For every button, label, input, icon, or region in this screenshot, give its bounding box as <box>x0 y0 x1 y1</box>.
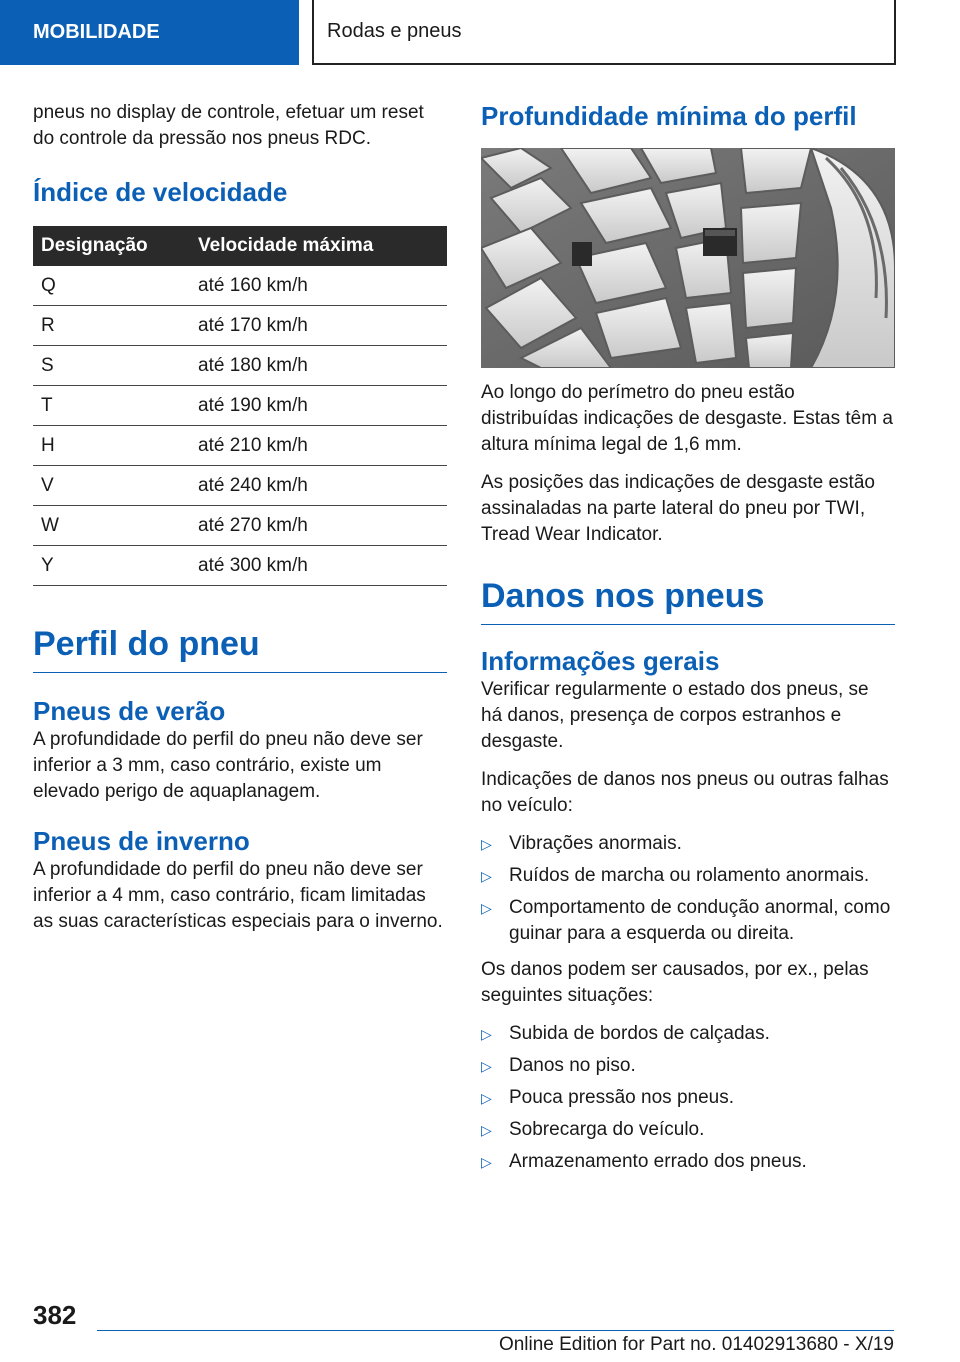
table-cell-speed: até 180 km/h <box>190 346 447 386</box>
causes-list <box>481 1021 895 1175</box>
table-cell-designation: R <box>33 306 190 346</box>
tire-tread-illustration <box>481 148 895 368</box>
triangle-bullet-icon: ▷ <box>481 1122 492 1138</box>
table-cell-speed: até 300 km/h <box>190 546 447 586</box>
page-number: 382 <box>33 1300 77 1330</box>
triangle-bullet-icon: ▷ <box>481 900 492 916</box>
list-item <box>481 831 895 857</box>
winter-tires-text: A profundidade do perfil do pneu não deve ser inferior a 4 mm, caso contrário, ficam limitadas as suas características especiais para o inverno. <box>33 859 443 932</box>
table-cell-designation: T <box>33 386 190 426</box>
table-row <box>33 306 447 346</box>
list-item-text: Ruídos de marcha ou rolamento anormais. <box>509 865 870 886</box>
list-item <box>481 863 895 889</box>
list-item <box>481 1021 895 1047</box>
list-item-text: Comportamento de condução anormal, como guinar para a esquerda ou direita. <box>509 897 891 944</box>
header-section-label <box>0 0 299 65</box>
min-depth-text-2: As posições das indicações de desgaste estão assinaladas na parte lateral do pneu por TWI, Tread Wear Indicator. <box>481 472 875 545</box>
table-header-designation: Designação <box>33 226 190 266</box>
triangle-bullet-icon: ▷ <box>481 836 492 852</box>
triangle-bullet-icon: ▷ <box>481 868 492 884</box>
general-info-text: Verificar regularmente o estado dos pneus, se há danos, presença de corpos estranhos e desgaste. <box>481 679 869 752</box>
table-row <box>33 506 447 546</box>
table-cell-speed: até 240 km/h <box>190 466 447 506</box>
table-cell-designation: V <box>33 466 190 506</box>
right-column <box>481 100 895 1185</box>
table-cell-designation: H <box>33 426 190 466</box>
list-item-text: Vibrações anormais. <box>509 833 682 854</box>
winter-tires-heading: Pneus de inverno <box>33 826 250 856</box>
table-cell-speed: até 160 km/h <box>190 266 447 306</box>
indications-text: Indicações de danos nos pneus ou outras falhas no veículo: <box>481 769 889 816</box>
list-item <box>481 895 895 947</box>
intro-paragraph: pneus no display de controle, efetuar um reset do controle da pressão nos pneus RDC. <box>33 102 424 149</box>
tire-damage-heading: Danos nos pneus <box>481 574 895 625</box>
left-column <box>33 100 447 947</box>
table-cell-designation: W <box>33 506 190 546</box>
table-header-max-speed: Velocidade máxima <box>190 226 447 266</box>
summer-tires-heading: Pneus de verão <box>33 696 226 726</box>
list-item <box>481 1085 895 1111</box>
table-cell-speed: até 190 km/h <box>190 386 447 426</box>
min-depth-heading: Profundidade mínima do perfil <box>481 101 857 131</box>
table-cell-designation: S <box>33 346 190 386</box>
triangle-bullet-icon: ▷ <box>481 1154 492 1170</box>
table-cell-speed: até 270 km/h <box>190 506 447 546</box>
table-cell-speed: até 210 km/h <box>190 426 447 466</box>
triangle-bullet-icon: ▷ <box>481 1058 492 1074</box>
section-title: MOBILIDADE <box>33 21 160 43</box>
speed-index-heading: Índice de velocidade <box>33 177 288 207</box>
min-depth-text-1: Ao longo do perímetro do pneu estão distribuídas indicações de desgaste. Estas têm a altura mínima legal de 1,6 mm. <box>481 382 893 455</box>
list-item-text: Pouca pressão nos pneus. <box>509 1087 734 1108</box>
indications-list <box>481 831 895 947</box>
speed-index-table <box>33 226 447 586</box>
chapter-title: Rodas e pneus <box>327 20 462 42</box>
table-row <box>33 546 447 586</box>
list-item-text: Armazenamento errado dos pneus. <box>509 1151 807 1172</box>
causes-text: Os danos podem ser causados, por ex., pelas seguintes situações: <box>481 959 869 1006</box>
table-row <box>33 466 447 506</box>
summer-tires-text: A profundidade do perfil do pneu não deve ser inferior a 3 mm, caso contrário, existe um elevado perigo de aquaplanagem. <box>33 729 423 802</box>
triangle-bullet-icon: ▷ <box>481 1090 492 1106</box>
list-item-text: Subida de bordos de calçadas. <box>509 1023 770 1044</box>
list-item <box>481 1117 895 1143</box>
table-row <box>33 266 447 306</box>
tire-profile-heading: Perfil do pneu <box>33 622 447 673</box>
footer-divider <box>97 1330 894 1331</box>
table-row <box>33 386 447 426</box>
general-info-heading: Informações gerais <box>481 646 720 676</box>
table-cell-designation: Y <box>33 546 190 586</box>
list-item-text: Danos no piso. <box>509 1055 636 1076</box>
triangle-bullet-icon: ▷ <box>481 1026 492 1042</box>
footer-edition-text: Online Edition for Part no. 01402913680 - X/19 <box>498 1334 894 1355</box>
list-item-text: Sobrecarga do veículo. <box>509 1119 705 1140</box>
table-cell-speed: até 170 km/h <box>190 306 447 346</box>
table-row <box>33 346 447 386</box>
list-item <box>481 1053 895 1079</box>
table-header-row <box>33 226 447 266</box>
table-row <box>33 426 447 466</box>
table-cell-designation: Q <box>33 266 190 306</box>
header-chapter-label <box>312 0 896 65</box>
list-item <box>481 1149 895 1175</box>
